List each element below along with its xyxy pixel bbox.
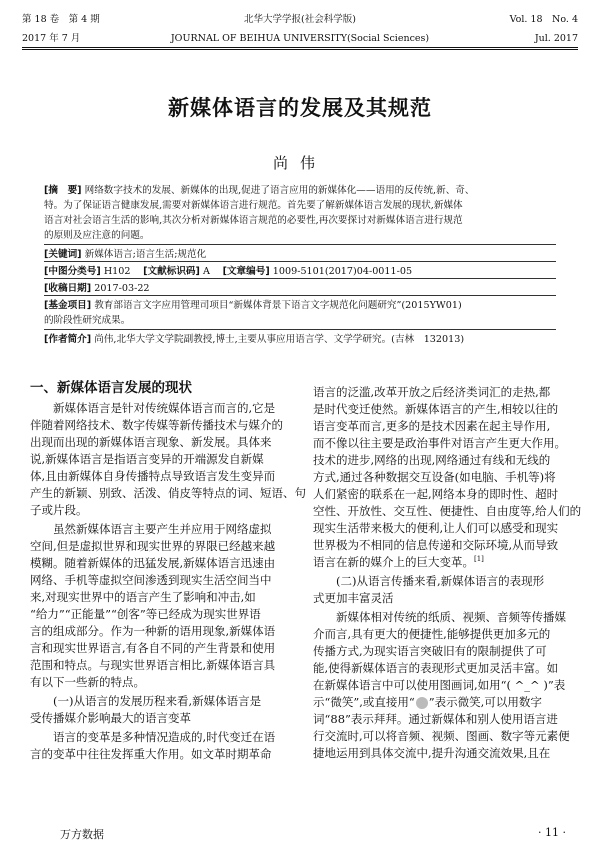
body-line: 语言的变革是多种情况造成的,时代变迁在语 [30,730,276,744]
body-line: 空性、开放性、交互性、便捷性、自由度等,给人们的 [313,504,582,518]
subsection-heading: (二)从语言传播来看,新媒体语言的表现形 [313,574,545,588]
body-line: 是时代变迁使然。新媒体语言的产生,相较以往的 [313,402,559,416]
fund-line: 教育部语言文字应用管理司项目“新媒体背景下语言文字规范化问题研究”(2015YW01) [94,300,462,311]
body-line: ”表示微笑,可以用数字 [428,695,542,709]
header-journal-cn: 北华大学学报(社会科学版) [244,14,356,25]
header-volume: 第 18 卷 第 4 期 [22,14,100,25]
body-line: 语言变革而言,更多的是技术因素在起主导作用, [313,419,551,433]
right-column [313,384,583,824]
abstract-divider [44,261,556,262]
body-line: 范围和特点。与现实世界语言相比,新媒体语言具 [30,658,276,672]
abstract-line: 特。为了保证语言健康发展,需要对新媒体语言进行规范。首先要了解新媒体语言发展的现状,新媒体 [44,200,463,211]
subsection-heading: (一)从语言的发展历程来看,新媒体语言是 [30,694,262,708]
body-line: 模糊。随着新媒体的迅猛发展,新媒体语言迅速由 [30,556,276,570]
doc-code-label: [文献标识码] [143,266,200,277]
body-line: 人们紧密的联系在一起,网络本身的即时性、超时 [313,487,559,501]
body-line: 新媒体相对传统的纸质、视频、音频等传播媒 [313,610,566,624]
body-line: 现实生活带来极大的便利,让人们可以感受和现实 [313,521,559,535]
body-line: 说,新媒体语言是指语言变异的开端源发自新媒 [30,452,264,466]
body-line: 言的组成部分。作为一种新的语用现象,新媒体语 [30,624,276,638]
body-line: 能,使得新媒体语言的表现形式更加灵活丰富。如 [313,661,559,675]
body-line: 示“微笑”,或直接用“ [313,695,415,709]
header-vol-en: Vol. 18 No. 4 [509,14,578,25]
section-heading: 一、新媒体语言发展的现状 [30,380,192,396]
left-column [30,380,306,820]
doc-code-value: A [202,266,210,277]
abstract-label: [摘 要] [44,185,82,196]
fund-label: [基金项目] [44,300,92,311]
body-line: 出现而出现的新媒体语言现象、新发展。具体来 [30,435,272,449]
body-line: 在新媒体语言中可以使用图画词,如用“( ^_^ )”表 [313,678,566,692]
author-bio-label: [作者简介] [44,334,92,345]
keywords-label: [关键词] [44,249,82,260]
header-journal-en: JOURNAL OF BEIHUA UNIVERSITY(Social Sciences) [170,33,430,44]
body-line: 介而言,具有更大的便捷性,能够提供更加多元的 [313,627,551,641]
abstract-divider [44,244,556,245]
clc-label: [中图分类号] [44,266,101,277]
body-line: 传播方式,为现实语言突破旧有的限制提供了可 [313,644,547,658]
body-line: 来,对现实世界中的语言产生了影响和冲击,如 [30,590,256,604]
abstract-line: 网络数字技术的发展、新媒体的出现,促进了语言应用的新媒体化——语用的反传统,新、奇、 [84,185,475,196]
header-date: 2017 年 7 月 [22,33,81,44]
smiley-face-icon [416,697,428,709]
subsection-heading: 受传播媒介影响最大的语言变革 [30,711,191,725]
clc-value: H102 [103,266,131,277]
body-line: 词“88”表示拜拜。通过新媒体和别人使用语言进 [313,712,558,726]
body-line: 伴随着网络技术、数字传媒等新传播技术与媒介的 [30,418,283,432]
body-line: 有以下一些新的特点。 [30,675,145,689]
body-line: 而不像以往主要是政治事件对语言产生更大作用。 [313,436,566,450]
abstract-divider [44,295,556,296]
abstract-divider [44,278,556,279]
body-line: 世界极为不相同的信息传递和交际环境,从而导致 [313,538,559,552]
body-line: 方式,通过各种数据交互设备(如电脑、手机等)将 [313,470,556,484]
article-no-value: 1009-5101(2017)04-0011-05 [272,266,413,277]
header-date-en: Jul. 2017 [534,33,578,44]
body-line: 新媒体语言是针对传统媒体语言而言的,它是 [30,401,276,415]
article-author: 尚伟 [272,154,327,172]
body-line: 捷地运用到具体交流中,提升沟通交流效果,且在 [313,746,551,760]
footer-watermark: 万方数据 [60,828,104,841]
article-title: 新媒体语言的发展及其规范 [168,96,432,120]
body-line: 体,且由新媒体自身传播特点导致语言发生变异而 [30,469,276,483]
abstract-line: 语言对社会语言生活的影响,其次分析对新媒体语言规范的必要性,再次要探讨对新媒体语言进行规范 [44,215,463,226]
subsection-heading: 式更加丰富灵活 [313,591,394,605]
body-line: 言的变革中往往发挥重大作用。如文革时期革命 [30,747,272,761]
body-line: 虽然新媒体语言主要产生并应用于网络虚拟 [30,522,272,536]
body-line: 空间,但是虚拟世界和现实世界的界限已经越来越 [30,539,276,553]
body-line: 技术的进步,网络的出现,网络通过有线和无线的 [313,453,551,467]
body-line: 行交流时,可以将音频、视频、图画、数字等元素便 [313,729,570,743]
article-no-label: [文章编号] [222,266,270,277]
body-line: “给力”“正能量”“创客”等已经成为现实世界语 [30,607,261,621]
page-number: · 11 · [538,826,566,839]
received-value: 2017-03-22 [94,283,150,294]
body-line: 子或片段。 [30,503,88,517]
citation-ref: [1] [474,555,484,564]
body-line: 语言的泛滥,改革开放之后经济类词汇的走热,都 [313,385,551,399]
body-line: 言和现实世界语言,有各自不同的产生背景和使用 [30,641,276,655]
header-rule [22,47,578,48]
fund-line: 的阶段性研究成果。 [44,315,131,326]
abstract-divider [44,329,556,330]
body-line: 语言在新的媒介上的巨大变革。 [313,555,474,569]
header-rule-2 [22,49,578,50]
body-line: 产生的新颖、别致、活泼、俏皮等特点的词、短语、句 [30,486,306,500]
keywords-value: 新媒体语言;语言生活;规范化 [84,249,207,260]
abstract-line: 的原则及应注意的问题。 [44,230,150,241]
author-bio-value: 尚伟,北华大学文学院副教授,博士,主要从事应用语言学、文学学研究。(吉林 132013) [94,334,465,345]
received-label: [收稿日期] [44,283,92,294]
body-line: 网络、手机等虚拟空间渗透到现实生活空间当中 [30,573,272,587]
